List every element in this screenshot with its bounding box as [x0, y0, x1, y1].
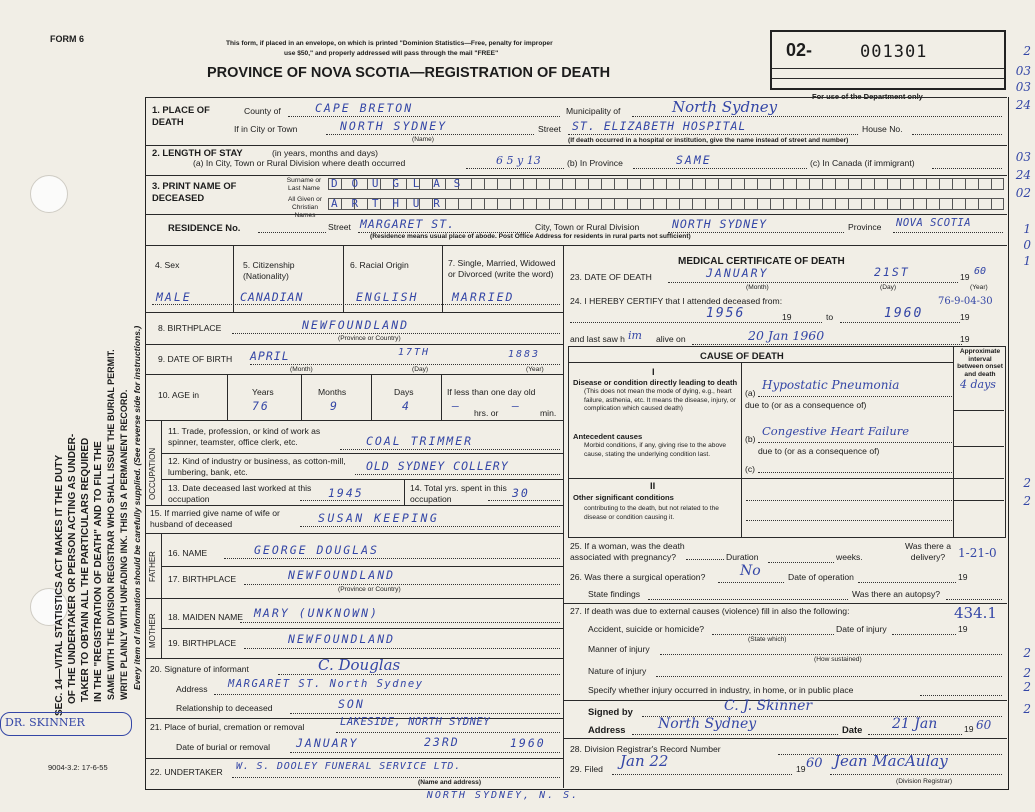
- residence-street-label: Street: [328, 222, 351, 232]
- burial-place-label: 21. Place of burial, cremation or removal: [150, 722, 305, 732]
- cause-c-marker: (c): [745, 464, 756, 474]
- state-findings-label: State findings: [588, 589, 641, 599]
- length-of-stay-caption: (in years, months and days): [272, 148, 379, 158]
- residence-city-value: NORTH SYDNEY: [672, 217, 768, 231]
- physician-year-value: 60: [976, 718, 992, 732]
- margin-code: 1: [1023, 222, 1031, 236]
- total-years-value: 30: [512, 486, 530, 500]
- industry-value: OLD SYDNEY COLLERY: [366, 459, 509, 473]
- age-years-value: 76: [252, 399, 270, 413]
- length-of-stay-label: 2. LENGTH OF STAY: [152, 147, 243, 158]
- age-years-label: Years: [252, 387, 274, 397]
- cause-a-marker: (a): [745, 388, 756, 398]
- father-name-value: GEORGE DOUGLAS: [254, 543, 379, 557]
- envelope-notice-1: This form, if placed in an envelope, on which is printed "Dominion Statistics—Free, penalty for improper: [226, 40, 553, 47]
- last-saw-him: im: [628, 329, 642, 342]
- print-name-label: 3. PRINT NAME OF DECEASED: [152, 180, 237, 203]
- dob-year-caption: (Year): [526, 366, 544, 373]
- side-notice-5: SAME WITH THE DIVISION REGISTRAR WHO SHALL ISSUE THE BURIAL PERMIT.: [106, 349, 116, 700]
- due-to-label-b: due to (or as a consequence of): [758, 446, 880, 456]
- interval-heading: Approximate interval between onset and death: [957, 348, 1003, 378]
- dob-day-caption: (Day): [412, 366, 429, 373]
- last-worked-value: 1945: [328, 486, 364, 500]
- margin-code: 2: [1023, 44, 1031, 58]
- informant-address-label: Address: [176, 684, 208, 694]
- department-use-note: For use of the Department only: [812, 92, 923, 101]
- death-day-caption: (Day): [880, 284, 897, 291]
- spouse-value: SUSAN KEEPING: [318, 511, 440, 525]
- dob-year-value: 1883: [508, 349, 541, 360]
- side-notice-1: SEC. 14—VITAL STATISTICS ACT MAKES IT THE DUTY: [54, 454, 65, 716]
- informant-signature: C. Douglas: [318, 656, 401, 674]
- sex-label: 4. Sex: [155, 260, 180, 270]
- residence-province-label: Province: [848, 222, 882, 232]
- cause-a-interval: 4 days: [960, 378, 996, 391]
- surgical-operation-value: No: [740, 563, 761, 579]
- citizenship-label: 5. Citizenship (Nationality): [243, 260, 295, 281]
- burial-year-value: 1960: [510, 736, 546, 750]
- other-conditions-caption: contributing to the death, but not related to the disease or condition causing it.: [584, 505, 719, 521]
- filed-year-value: 60: [806, 756, 823, 771]
- death-year-value: 60: [974, 266, 987, 277]
- father-birthplace-value: NEWFOUNDLAND: [288, 568, 396, 582]
- physician-signature: C. J. Skinner: [724, 698, 813, 714]
- filed-label: 29. Filed: [570, 764, 603, 774]
- death-month-value: JANUARY: [706, 266, 769, 280]
- side-notice-2: OF THE UNDERTAKER OR PERSON ACTING AS UNDER-: [67, 433, 78, 704]
- street-value: ST. ELIZABETH HOSPITAL: [572, 119, 747, 133]
- how-sustained-caption: (How sustained): [814, 656, 862, 663]
- alive-on-year-prefix: 19: [960, 334, 970, 344]
- surname-value: D O U G L A S: [331, 177, 464, 190]
- hospital-caption: (If death occurred in a hospital or institution, give the name instead of street and number): [568, 137, 849, 144]
- relationship-value: SON: [338, 697, 365, 711]
- age-hrs-value: —: [452, 399, 461, 413]
- death-day-value: 21ST: [874, 265, 910, 279]
- margin-code: 03: [1015, 64, 1031, 78]
- marital-status-label: 7. Single, Married, Widowed or Divorced (write the word): [448, 258, 556, 279]
- operation-date-label: Date of operation: [788, 572, 854, 582]
- pregnancy-code: 1-21-0: [958, 546, 997, 560]
- municipality-value: North Sydney: [672, 98, 778, 116]
- injury-date-label: Date of injury: [836, 624, 887, 634]
- registrar-signature: Jean MacAulay: [834, 752, 948, 770]
- alive-on-value: 20 Jan 1960: [748, 328, 825, 343]
- physician-address-label: Address: [588, 724, 626, 735]
- dob-label: 9. DATE OF BIRTH: [158, 354, 233, 364]
- racial-origin-label: 6. Racial Origin: [350, 260, 409, 270]
- mother-birthplace-value: NEWFOUNDLAND: [288, 632, 396, 646]
- nature-of-injury-label: Nature of injury: [588, 666, 647, 676]
- undertaker-label: 22. UNDERTAKER: [150, 767, 223, 777]
- citizenship-value: CANADIAN: [240, 290, 304, 304]
- physician-address-value: North Sydney: [658, 716, 757, 732]
- dob-month-value: APRIL: [250, 349, 290, 363]
- disease-condition-caption: (This does not mean the mode of dying, e.g., heart failure, asthenia, etc. It means the disease, injury, or complication which caused death): [584, 388, 736, 412]
- house-no-label: House No.: [862, 124, 903, 134]
- burial-place-value: LAKESIDE, NORTH SYDNEY: [340, 716, 491, 728]
- spouse-label: 15. If married give name of wife or husband of deceased: [150, 508, 280, 529]
- street-label: Street: [538, 124, 561, 134]
- due-to-label-a: due to (or as a consequence of): [745, 400, 867, 410]
- print-code: 9004-3.2: 17-6-55: [48, 763, 108, 772]
- residence-caption: (Residence means usual place of abode. Post Office Address for residents in rural parts not sufficient): [370, 233, 691, 240]
- injury-year-prefix: 19: [958, 624, 968, 634]
- margin-code: 03: [1015, 150, 1031, 164]
- marital-status-value: MARRIED: [452, 290, 515, 304]
- mother-birthplace-label: 19. BIRTHPLACE: [168, 638, 237, 648]
- informant-label: 20. Signature of informant: [150, 664, 249, 674]
- margin-code: 0: [1023, 238, 1031, 252]
- attend-to-value: 1960: [884, 306, 924, 321]
- city-label: If in City or Town: [234, 124, 298, 134]
- father-birthplace-label: 17. BIRTHPLACE: [168, 574, 237, 584]
- physician-year-prefix: 19: [964, 724, 974, 734]
- margin-code: 1: [1023, 254, 1031, 268]
- given-names-value: A R T H U R: [331, 197, 444, 210]
- weeks-label: weeks.: [836, 552, 863, 562]
- margin-code: 2: [1023, 680, 1031, 694]
- residence-province-value: NOVA SCOTIA: [896, 217, 972, 229]
- stay-canada-label: (c) In Canada (if immigrant): [810, 158, 915, 168]
- duration-label: Duration: [726, 552, 759, 562]
- municipality-label: Municipality of: [566, 106, 621, 116]
- external-causes-label: 27. If death was due to external causes (violence) fill in also the following:: [570, 606, 850, 616]
- hrs-or-label: hrs. or: [474, 408, 499, 418]
- attend-code: 76-9-04-30: [938, 296, 993, 307]
- registration-number: 001301: [860, 42, 928, 62]
- external-code: 434.1: [954, 604, 997, 622]
- trade-label: 11. Trade, profession, or kind of work as spinner, teamster, office clerk, etc.: [168, 426, 321, 447]
- attend-to-label: to: [826, 312, 834, 322]
- death-year-prefix: 19: [960, 272, 970, 282]
- county-value: CAPE BRETON: [315, 101, 414, 115]
- attend-from-prefix: 19: [782, 312, 792, 322]
- min-label: min.: [540, 408, 557, 418]
- father-side-label: FATHER: [148, 551, 157, 582]
- margin-code: 03: [1015, 80, 1031, 94]
- physician-date-value: 21 Jan: [892, 716, 938, 732]
- margin-code: 2: [1023, 646, 1031, 660]
- registration-prefix: 02-: [786, 40, 813, 60]
- place-of-death-label: 1. PLACE OF DEATH: [152, 104, 210, 127]
- cause-a-value: Hypostatic Pneumonia: [762, 378, 900, 392]
- division-registrar-caption: (Division Registrar): [896, 778, 953, 785]
- attend-from-value: 1956: [706, 306, 746, 321]
- margin-code: 2: [1023, 494, 1031, 508]
- last-saw-label: and last saw h: [570, 334, 625, 344]
- given-names-label: All Given or Christian Names: [287, 196, 323, 219]
- attend-to-prefix: 19: [960, 312, 970, 322]
- sex-value: MALE: [156, 290, 192, 304]
- name-caption: (Name): [412, 136, 434, 143]
- section-i-marker: I: [652, 366, 655, 377]
- margin-note-doctor: DR. SKINNER: [0, 712, 132, 736]
- side-notice-3: TAKER TO OBTAIN ALL THE PARTICULARS REQUIRED: [80, 437, 91, 702]
- trade-value: COAL TRIMMER: [366, 434, 474, 448]
- antecedent-causes-caption: Morbid conditions, if any, giving rise to the above cause, stating the underlying condition last.: [584, 442, 727, 458]
- total-years-label: 14. Total yrs. spent in this occupation: [410, 483, 507, 504]
- last-worked-label: 13. Date deceased last worked at this occupation: [168, 483, 312, 504]
- side-notice-6: WRITE PLAINLY WITH UNFADING INK. THIS IS A PERMANENT RECORD.: [119, 389, 129, 700]
- dob-month-caption: (Month): [290, 366, 313, 373]
- physician-date-label: Date: [842, 724, 863, 735]
- residence-label: RESIDENCE No.: [168, 222, 241, 233]
- mother-maiden-label: 18. MAIDEN NAME: [168, 612, 243, 622]
- form-title: PROVINCE OF NOVA SCOTIA—REGISTRATION OF DEATH: [207, 65, 611, 81]
- birthplace-value: NEWFOUNDLAND: [302, 318, 410, 332]
- injury-location-label: Specify whether injury occurred in industry, in home, or in public place: [588, 685, 854, 695]
- pregnancy-label: 25. If a woman, was the death associated with pregnancy?: [570, 541, 685, 562]
- residence-street-value: MARGARET ST.: [360, 217, 456, 231]
- age-months-label: Months: [318, 387, 347, 397]
- state-which-caption: (State which): [748, 636, 787, 643]
- delivery-label: Was there a delivery?: [904, 541, 951, 562]
- side-notice-7: Every item of information should be carefully supplied. (See reverse side for instructions.): [132, 325, 142, 690]
- margin-code: 24: [1015, 168, 1031, 182]
- other-conditions-label: Other significant conditions: [573, 493, 674, 502]
- stay-city-value: 6 5 y 13: [496, 154, 541, 167]
- residence-city-label: City, Town or Rural Division: [535, 222, 640, 232]
- death-year-caption: (Year): [970, 284, 988, 291]
- burial-date-label: Date of burial or removal: [176, 742, 271, 752]
- section-ii-marker: II: [650, 480, 656, 491]
- undertaker-address-value: NORTH SYDNEY, N. S.: [426, 790, 580, 801]
- filed-year-prefix: 19: [796, 764, 806, 774]
- form-number: FORM 6: [50, 34, 85, 44]
- birthplace-label: 8. BIRTHPLACE: [158, 323, 222, 333]
- mother-maiden-value: MARY (UNKNOWN): [254, 606, 379, 620]
- surgical-operation-label: 26. Was there a surgical operation?: [570, 572, 706, 582]
- racial-origin-value: ENGLISH: [356, 290, 419, 304]
- stay-province-value: SAME: [676, 153, 712, 167]
- margin-code: 2: [1023, 666, 1031, 680]
- alive-on-label: alive on: [656, 334, 686, 344]
- mother-side-label: MOTHER: [148, 613, 157, 648]
- stay-province-label: (b) In Province: [567, 158, 623, 168]
- signed-by-label: Signed by: [588, 706, 633, 717]
- age-label: 10. AGE in: [158, 390, 200, 400]
- surname-label: Surname or Last Name: [286, 177, 322, 192]
- cause-b-marker: (b): [745, 434, 756, 444]
- accident-label: Accident, suicide or homicide?: [588, 624, 705, 634]
- death-month-caption: (Month): [746, 284, 769, 291]
- margin-code: 02: [1015, 186, 1031, 200]
- cause-b-value: Congestive Heart Failure: [762, 424, 910, 438]
- registration-number-box: [770, 30, 1006, 90]
- father-name-label: 16. NAME: [168, 548, 208, 558]
- age-min-value: —: [512, 399, 521, 413]
- registrar-record-label: 28. Division Registrar's Record Number: [570, 744, 721, 754]
- age-days-value: 4: [402, 399, 411, 413]
- age-days-label: Days: [394, 387, 414, 397]
- antecedent-causes-label: Antecedent causes: [573, 432, 643, 441]
- margin-code: 24: [1015, 98, 1031, 112]
- burial-day-value: 23RD: [424, 735, 460, 749]
- manner-of-injury-label: Manner of injury: [588, 644, 650, 654]
- city-value: NORTH SYDNEY: [340, 119, 448, 133]
- punch-hole-top: [30, 175, 68, 213]
- margin-code: 2: [1023, 476, 1031, 490]
- certify-label: 24. I HEREBY CERTIFY that I attended deceased from:: [570, 296, 783, 306]
- relationship-label: Relationship to deceased: [176, 703, 273, 713]
- undertaker-value: W. S. DOOLEY FUNERAL SERVICE LTD.: [236, 761, 462, 772]
- industry-label: 12. Kind of industry or business, as cotton-mill, lumbering, bank, etc.: [168, 456, 346, 477]
- county-label: County of: [244, 106, 281, 116]
- father-birthplace-caption: (Province or Country): [338, 586, 401, 593]
- disease-condition-label: Disease or condition directly leading to death: [573, 378, 738, 387]
- occupation-side-label: OCCUPATION: [148, 447, 157, 500]
- autopsy-label: Was there an autopsy?: [852, 589, 941, 599]
- birthplace-caption: (Province or Country): [338, 335, 401, 342]
- stay-city-label: (a) In City, Town or Rural Division where death occurred: [193, 158, 406, 168]
- undertaker-caption: (Name and address): [418, 779, 482, 786]
- envelope-notice-2: use $50," and properly addressed will pass through the mail "FREE": [284, 50, 499, 57]
- dob-day-value: 17TH: [398, 347, 431, 358]
- side-notice-4: IN THE "REGISTRATION OF DEATH" AND TO FILE THE: [93, 441, 104, 702]
- operation-year-prefix: 19: [958, 572, 968, 582]
- informant-address-value: MARGARET ST. North Sydney: [228, 678, 424, 690]
- margin-code: 2: [1023, 702, 1031, 716]
- burial-month-value: JANUARY: [296, 736, 359, 750]
- date-of-death-label: 23. DATE OF DEATH: [570, 272, 652, 282]
- medical-certificate-heading: MEDICAL CERTIFICATE OF DEATH: [678, 256, 845, 267]
- cause-of-death-heading: CAUSE OF DEATH: [700, 351, 784, 362]
- age-months-value: 9: [330, 399, 339, 413]
- filed-date-value: Jan 22: [620, 752, 669, 770]
- age-less-than-day-label: If less than one day old: [447, 387, 536, 397]
